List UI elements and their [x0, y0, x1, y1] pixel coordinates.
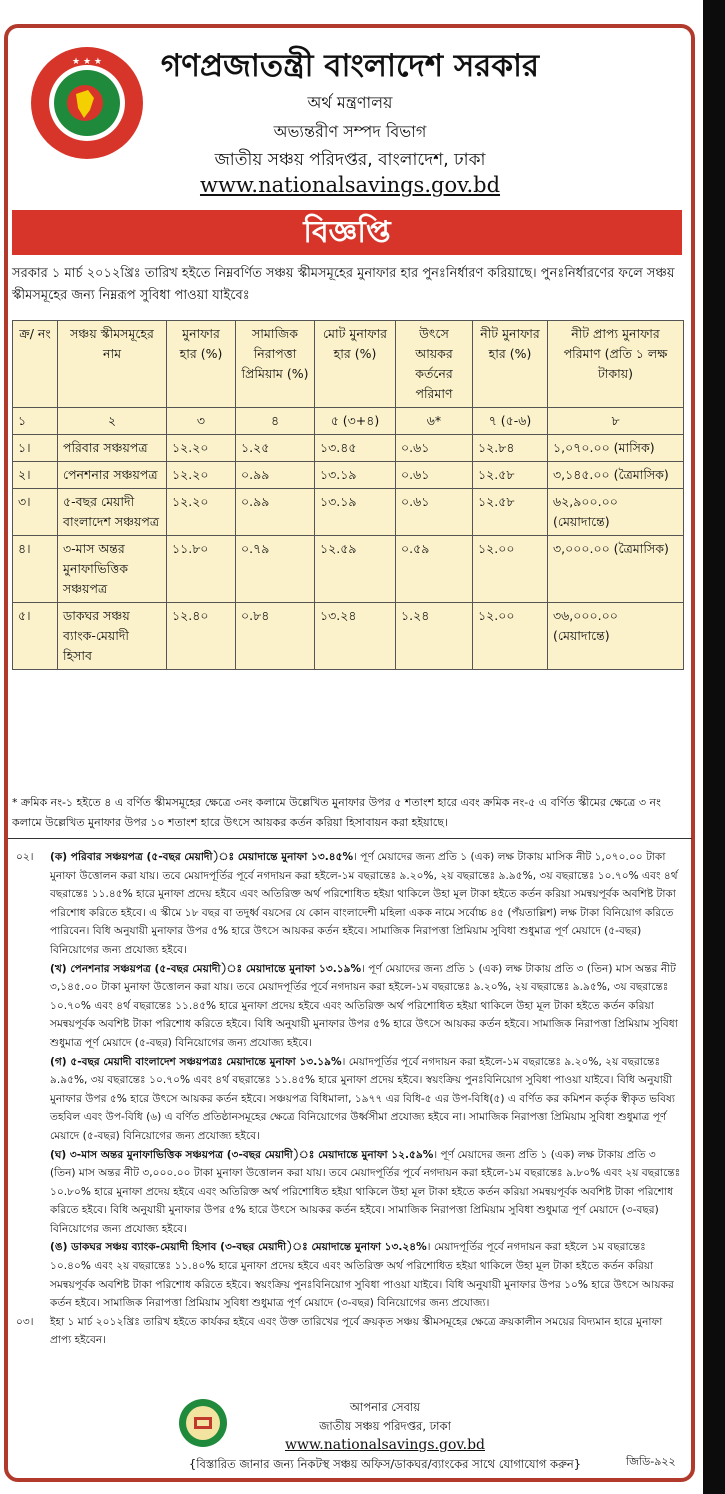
table-cell: ৩৬,০০০.০০ (মেয়াদান্তে)	[548, 603, 684, 670]
table-cell: ১	[13, 408, 58, 435]
savings-rate-table	[12, 320, 684, 670]
table-cell: ১২.০০	[473, 536, 548, 603]
table-cell: ১৩.২৪	[315, 603, 396, 670]
table-cell: ১২.৮৪	[473, 435, 548, 462]
table-cell: ০.৬১	[396, 435, 473, 462]
table-cell: ১২.২০	[167, 462, 236, 489]
note-03-text: ইহা ১ মার্চ ২০১২খ্রিঃ তারিখ হইতে কার্যকর হইবে এবং উক্ত তারিখের পূর্বে ক্রয়কৃত সঞ্চয় স্কীমসমূহের ক্ষেত্রে ক্রয়কালীন সময়ের বিদ্যমান হারে মুনাফা প্রাপ্য হইবেন।	[50, 1315, 663, 1347]
note-umo	[50, 1238, 684, 1312]
table-row	[13, 435, 684, 462]
note-02	[16, 848, 684, 1313]
table-cell: ১২.০০	[473, 603, 548, 670]
table-row	[13, 489, 684, 536]
table-cell: ০.৬১	[396, 462, 473, 489]
table-cell: ৩।	[13, 489, 58, 536]
note-ga-text: । মেয়াদপূর্তির পূর্বে নগদায়ন করা হইলে-১ম বছরান্তেঃ ৯.২০%, ২য় বছরান্তেঃ ৯.৯৫%, ৩য় বছরান্তেঃ ১০.৭০% এবং ৪র্থ বছরান্তেঃ ১১.৪৫% হারে মুনাফা প্রদেয় হইবে। স্বয়ংক্রিয় পুনঃবিনিয়োগ সুবিধা পাওয়া যাইবে। বিধি অনুযায়ী মুনাফার উপর ৫% হারে উৎসে আয়কর কর্তন হইবে। সঞ্চয়পত্র বিধিমালা, ১৯৭৭ এর বিধি-৫ এর উপ-বিধি(৫) এ বর্ণিত কর কমিশন কর্তৃক স্বীকৃত ভবিষ্য তহবিল এবং উপ-বিধি (৬) এ বর্ণিত প্রতিষ্ঠানসমূহের ক্ষেত্রে বিনিয়োগের উর্ধ্বসীমা প্রযোজ্য হইবে না। সামাজিক নিরাপত্তা প্রিমিয়াম সুবিধা শুধুমাত্র পূর্ণ মেয়াদে (৫-বছর) বিনিয়োগের জন্য প্রযোজ্য হইবে।	[50, 1055, 675, 1142]
reference-code: জিডি-৯২২	[626, 1455, 676, 1468]
table-cell: ৪	[236, 408, 315, 435]
note-gha-heading: (ঘ) ৩-মাস অন্তর মুনাফাভিত্তিক সঞ্চয়পত্র (৩-বছর মেয়াদী)ঃ মেয়াদান্তে মুনাফা ১২.৫৯%	[50, 1148, 434, 1161]
col-header: উৎসে আয়কর কর্তনের পরিমাণ	[396, 321, 473, 408]
table-cell: ৩,০০০.০০ (ত্রৈমাসিক)	[548, 536, 684, 603]
intro-text: সরকার ১ মার্চ ২০১২খ্রিঃ তারিখ হইতে নিম্নবর্ণিত সঞ্চয় স্কীমসমূহের মুনাফার হার পুনঃনির্ধারণ করিয়াছে। পুনঃনির্ধারণের ফলে সঞ্চয় স্কীমসমূহের জন্য নিম্নরূপ সুবিধা পাওয়া যাইবেঃ	[12, 266, 675, 303]
table-cell: ৫-বছর মেয়াদী বাংলাদেশ সঞ্চয়পত্র	[58, 489, 167, 536]
table-header-row	[13, 321, 684, 408]
contact-note: {বিস্তারিত জানার জন্য নিকটস্থ সঞ্চয় অফিস/ডাকঘর/ব্যাংকের সাথে যোগাযোগ করুন}	[188, 1457, 582, 1471]
note-ka-heading: (ক) পরিবার সঞ্চয়পত্র (৫-বছর মেয়াদী)ঃ মেয়াদান্তে মুনাফা ১৩.৪৫%	[50, 851, 354, 863]
table-cell: ৬২,৯০০.০০ (মেয়াদান্তে)	[548, 489, 684, 536]
note-number: ০৩।	[16, 1315, 34, 1328]
table-cell: ০.৮৪	[236, 603, 315, 670]
table-cell: ০.৯৯	[236, 462, 315, 489]
table-cell: ১২.২০	[167, 435, 236, 462]
note-kha-text: । পূর্ণ মেয়াদের জন্য প্রতি ১ (এক) লক্ষ টাকায় প্রতি ৩ (তিন) মাস অন্তর নীট ৩,১৪৫.০০ টাকা মুনাফা উত্তোলন করা যায়। তবে মেয়াদপূর্তির পূর্বে নগদায়ন করা হইলে-১ম বছরান্তেঃ ৯.২০%, ২য় বছরান্তেঃ ৯.৯৫%, ৩য় বছরান্তেঃ ১০.৭০% এবং ৪র্থ বছরান্তেঃ ১১.৪৫% হারে মুনাফা প্রদেয় হইবে এবং অতিরিক্ত অর্থ পরিশোধিত হইয়া থাকিলে উহা মূল টাকা হইতে কর্তন করিয়া সমন্বয়পূর্বক অবশিষ্ট টাকা পরিশোধ করিতে হইবে। বিধি অনুযায়ী মুনাফার উপর ৫% হারে উৎসে আয়কর কর্তন হইবে। সামাজিক নিরাপত্তা প্রিমিয়াম সুবিধা শুধুমাত্র পূর্ণ মেয়াদে (৫-বছর) বিনিয়োগের জন্য প্রযোজ্য হইবে।	[50, 962, 678, 1049]
table-cell: ১৩.৪৫	[315, 435, 396, 462]
table-cell: ৪।	[13, 536, 58, 603]
table-index-row	[13, 408, 684, 435]
col-header: নীট মুনাফার হার (%)	[473, 321, 548, 408]
ministry-name: অর্থ মন্ত্রণালয়	[307, 93, 393, 112]
website-link[interactable]: www.nationalsavings.gov.bd	[199, 173, 501, 197]
table-cell: ১১.৮০	[167, 536, 236, 603]
note-umo-text: । মেয়াদপূর্তির পূর্বে নগদায়ন করা হইলে ১ম বছরান্তেঃ ১০.৪০% এবং ২য় বছরান্তেঃ ১১.৪০% হারে মুনাফা প্রদেয় হইবে এবং অতিরিক্ত অর্থ পরিশোধিত হইয়া থাকিলে উহা মূল টাকা হইতে কর্তন করিয়া সমন্বয়পূর্বক অবশিষ্ট টাকা পরিশোধ করিতে হইবে। স্বয়ংক্রিয় পুনঃবিনিয়োগ সুবিধা পাওয়া যাইবে। বিধি অনুযায়ী মুনাফার উপর ১০% হারে উৎসে আয়কর কর্তন হইবে। সামাজিক নিরাপত্তা প্রিমিয়াম সুবিধা শুধুমাত্র পূর্ণ মেয়াদে (৩-বছর) বিনিয়োগের জন্য প্রযোজ্য।	[50, 1241, 674, 1310]
footer-website-link[interactable]: www.nationalsavings.gov.bd	[284, 1437, 486, 1453]
table-cell: ১২.২০	[167, 489, 236, 536]
note-ka	[50, 848, 684, 960]
col-header: মুনাফার হার (%)	[167, 321, 236, 408]
table-cell: ১২.৫৮	[473, 462, 548, 489]
table-cell: ৭ (৫-৬)	[473, 408, 548, 435]
table-cell: পরিবার সঞ্চয়পত্র	[58, 435, 167, 462]
table-row	[13, 603, 684, 670]
table-cell: ১,০৭০.০০ (মাসিক)	[548, 435, 684, 462]
table-cell: ৫।	[13, 603, 58, 670]
col-header: সামাজিক নিরাপত্তা প্রিমিয়াম (%)	[236, 321, 315, 408]
table-cell: ১৩.১৯	[315, 462, 396, 489]
directorate-name: জাতীয় সঞ্চয় পরিদপ্তর, বাংলাদেশ, ঢাকা	[214, 150, 486, 170]
note-number: ০২।	[16, 851, 34, 863]
note-umo-heading: (ঙ) ডাকঘর সঞ্চয় ব্যাংক-মেয়াদী হিসাব (৩-বছর মেয়াদী)ঃ মেয়াদান্তে মুনাফা ১৩.২৪%	[50, 1241, 427, 1254]
table-cell: ২।	[13, 462, 58, 489]
note-kha	[50, 960, 684, 1053]
table-cell: ০.৬১	[396, 489, 473, 536]
page-title: গণপ্রজাতন্ত্রী বাংলাদেশ সরকার	[160, 48, 540, 84]
note-gha	[50, 1146, 684, 1239]
table-cell: ১২.৫৯	[315, 536, 396, 603]
right-edge-bar	[703, 0, 725, 1494]
divider	[8, 838, 692, 839]
table-cell: ৩-মাস অন্তর মুনাফাভিত্তিক সঞ্চয়পত্র	[58, 536, 167, 603]
table-cell: ১.২৫	[236, 435, 315, 462]
table-cell: ২	[58, 408, 167, 435]
service-line: আপনার সেবায়	[349, 1400, 421, 1414]
note-ga	[50, 1053, 684, 1146]
col-header: মোট মুনাফার হার (%)	[315, 321, 396, 408]
table-row	[13, 536, 684, 603]
note-ga-heading: (গ) ৫-বছর মেয়াদী বাংলাদেশ সঞ্চয়পত্রঃ মেয়াদান্তে মুনাফা ১৩.১৯%	[50, 1055, 342, 1068]
note-ka-text: । পূর্ণ মেয়াদের জন্য প্রতি ১ (এক) লক্ষ টাকায় মাসিক নীট ১,০৭০.০০ টাকা মুনাফা উত্তোলন করা যায়। তবে মেয়াদপূর্তির পূর্বে নগদায়ন করা হইলে-১ম বছরান্তেঃ ৯.২০%, ২য় বছরান্তেঃ ৯.৯৫%, ৩য় বছরান্তেঃ ১০.৭০% এবং ৪র্থ বছরান্তেঃ ১১.৪৫% হারে মুনাফা প্রদেয় হইবে এবং অতিরিক্ত অর্থ পরিশোধিত হইয়া থাকিলে উহা মূল টাকা হইতে কর্তন করিয়া সমন্বয়পূর্বক অবশিষ্ট টাকা পরিশোধ করিতে হইবে। এ স্কীমে ১৮ বছর বা তদুর্ধ্ব বয়সের যে কোন বাংলাদেশী মহিলা একক নামে সর্বোচ্চ ৪৫ (পঁয়তাল্লিশ) লক্ষ টাকা বিনিয়োগ করিতে পারিবেন। বিধি অনুযায়ী মুনাফার উপর ৫% হারে উৎসে আয়কর কর্তন হইবে। সামাজিক নিরাপত্তা প্রিমিয়াম সুবিধা শুধুমাত্র পূর্ণ মেয়াদে (৫-বছর) বিনিয়োগের জন্য প্রযোজ্য হইবে।	[50, 851, 678, 956]
table-cell: পেনশনার সঞ্চয়পত্র	[58, 462, 167, 489]
notice-banner: বিজ্ঞপ্তি	[12, 210, 682, 255]
notes-section	[16, 848, 684, 1350]
note-03	[16, 1313, 684, 1350]
table-cell: ৮	[548, 408, 684, 435]
table-cell: ০.৭৯	[236, 536, 315, 603]
col-header: ক্র/ নং	[13, 321, 58, 408]
table-footnote: * ক্রমিক নং-১ হইতে ৪ এ বর্ণিত স্কীমসমূহের ক্ষেত্রে ৩নং কলামে উল্লেখিত মুনাফার উপর ৫ শতাংশ হারে এবং ক্রমিক নং-৫ এ বর্ণিত স্কীমের ক্ষেত্রে ৩ নং কলামে উল্লেখিত মুনাফার উপর ১০ শতাংশ হারে উৎসে আয়কর কর্তন করিয়া হিসাবায়ন করা হইয়াছে।	[12, 796, 661, 829]
directorate-line: জাতীয় সঞ্চয় পরিদপ্তর, ঢাকা	[319, 1419, 451, 1433]
table-cell: ৩	[167, 408, 236, 435]
table-cell: ১।	[13, 435, 58, 462]
col-header: সঞ্চয় স্কীমসমূহের নাম	[58, 321, 167, 408]
table-cell: ৩,১৪৫.০০ (ত্রৈমাসিক)	[548, 462, 684, 489]
table-cell: ৫ (৩+৪)	[315, 408, 396, 435]
table-cell: ৬*	[396, 408, 473, 435]
table-row	[13, 462, 684, 489]
table-cell: ১৩.১৯	[315, 489, 396, 536]
note-gha-text: । পূর্ণ মেয়াদের জন্য প্রতি ১ (এক) লক্ষ টাকায় প্রতি ৩ (তিন) মাস অন্তর নীট ৩,০০০.০০ টাকা মুনাফা উত্তোলন করা যায়। তবে মেয়াদপূর্তির পূর্বে নগদায়ন করা হইলে-১ম বছরান্তেঃ ৯.৮০% এবং ২য় বছরান্তেঃ ১০.৮০% হারে মুনাফা প্রদেয় হইবে এবং অতিরিক্ত অর্থ পরিশোধিত হইয়া থাকিলে উহা মূল টাকা হইতে কর্তন করিয়া সমন্বয়পূর্বক অবশিষ্ট টাকা পরিশোধ করিতে হইবে। বিধি অনুযায়ী মুনাফার উপর ৫% হারে উৎসে আয়কর কর্তন হইবে। সামাজিক নিরাপত্তা প্রিমিয়াম সুবিধা শুধুমাত্র পূর্ণ মেয়াদে (৩-বছর) বিনিয়োগের জন্য প্রযোজ্য হইবে।	[50, 1148, 681, 1235]
table-cell: ১২.৪০	[167, 603, 236, 670]
table-cell: ০.৫৯	[396, 536, 473, 603]
government-seal-icon	[28, 44, 146, 162]
table-cell: ০.৯৯	[236, 489, 315, 536]
table-cell: ১২.৫৮	[473, 489, 548, 536]
note-kha-heading: (খ) পেনশনার সঞ্চয়পত্র (৫-বছর মেয়াদী)ঃ মেয়াদান্তে মুনাফা ১৩.১৯%	[50, 962, 362, 975]
col-header: নীট প্রাপ্য মুনাফার পরিমাণ (প্রতি ১ লক্ষ টাকায়)	[548, 321, 684, 408]
division-name: অভ্যন্তরীণ সম্পদ বিভাগ	[273, 122, 427, 141]
signature-block	[150, 1398, 620, 1474]
svg-text:★ ★ ★: ★ ★ ★	[72, 57, 102, 67]
table-cell: ১.২৪	[396, 603, 473, 670]
table-cell: ডাকঘর সঞ্চয় ব্যাংক-মেয়াদী হিসাব	[58, 603, 167, 670]
